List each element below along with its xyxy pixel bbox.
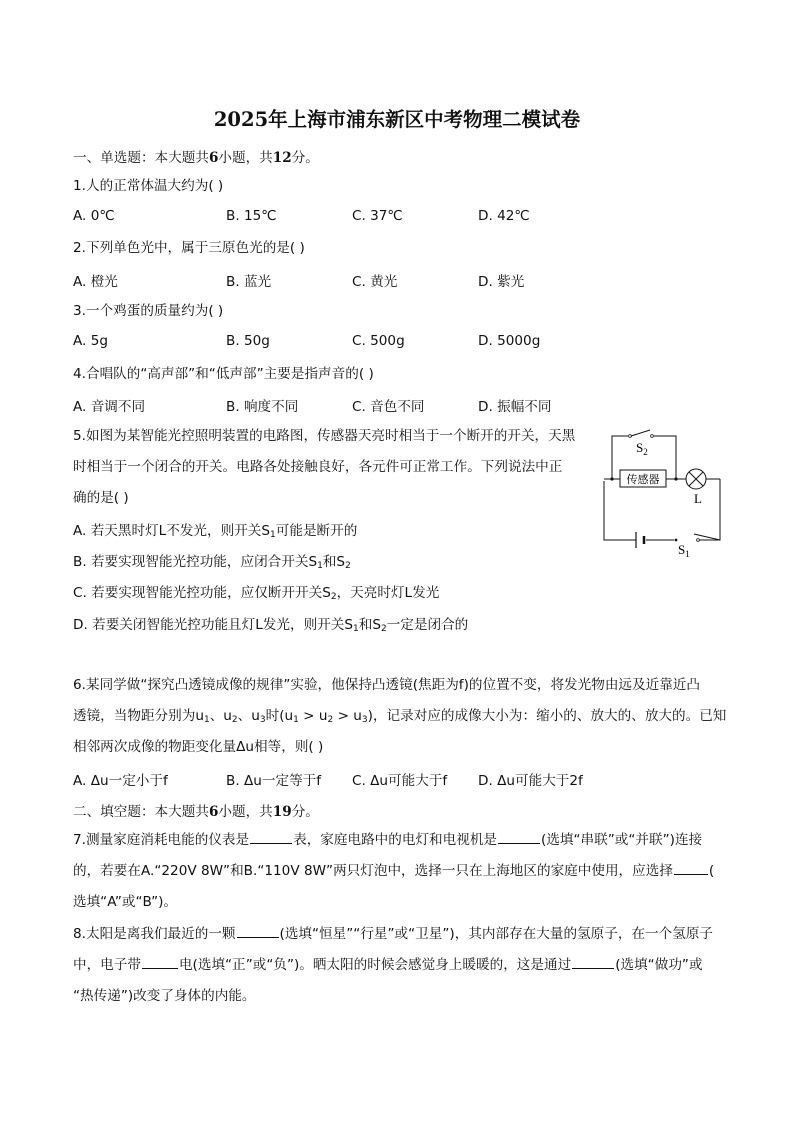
- subscript: 1: [317, 561, 323, 571]
- text: (: [708, 863, 715, 879]
- section-score: 19: [272, 804, 292, 820]
- q5-option-a: [73, 519, 357, 540]
- q5-option-b: [73, 550, 351, 571]
- question-4-stem: 4.合唱队的“高声部”和“低声部”主要是指声音的( ): [73, 366, 374, 382]
- section-mid: 小题，共: [218, 150, 273, 166]
- text: D. 若要关闭智能光控功能且灯L发光，则开关S: [73, 617, 353, 633]
- answer-blank[interactable]: [674, 861, 708, 875]
- circuit-diagram: [598, 426, 728, 562]
- q1-option-b: B. 15℃: [226, 208, 277, 224]
- question-5-line-2: 时相当于一个闭合的开关。电路各处接触良好，各元件可正常工作。下列说法中正: [73, 459, 563, 475]
- page-title: 2025年上海市浦东新区中考物理二模试卷: [213, 108, 581, 131]
- text: > u: [333, 708, 362, 724]
- q2-option-b: B. 蓝光: [226, 274, 272, 290]
- q2-option-a: A. 橙光: [73, 274, 118, 290]
- section-prefix: 一、单选题：本大题共: [73, 150, 209, 166]
- question-count: 6: [208, 804, 219, 820]
- text: (选填“做功”或: [615, 957, 703, 973]
- section-score: 12: [272, 150, 292, 166]
- switch-s2-contact-left: [629, 435, 632, 438]
- q4-option-a: A. 音调不同: [73, 399, 146, 415]
- q1-option-c: C. 37℃: [352, 208, 403, 224]
- sensor-label: 传感器: [626, 473, 660, 486]
- text: ，天亮时灯L发光: [336, 585, 440, 601]
- section-prefix: 二、填空题：本大题共: [73, 804, 209, 820]
- s1-subscript: 1: [685, 549, 690, 559]
- q6-option-a: A. Δu一定小于f: [73, 773, 168, 789]
- question-6-line-1: 6.某同学做“探究凸透镜成像的规律”实验，他保持凸透镜(焦距为f)的位置不变，将发光物由远及近靠近凸: [73, 677, 700, 693]
- question-7-line-3: 选填“A”或“B”)。: [73, 894, 178, 910]
- question-6-line-3: 相邻两次成像的物距变化量Δu相等，则( ): [73, 739, 324, 755]
- switch-s1-contact-right: [697, 539, 700, 542]
- subscript: 2: [380, 624, 387, 634]
- q2-option-c: C. 黄光: [352, 274, 398, 290]
- question-3-stem: 3.一个鸡蛋的质量约为( ): [73, 303, 224, 319]
- s1-letter: S: [678, 542, 686, 557]
- subscript: 2: [231, 715, 238, 725]
- question-5-line-3: 确的是( ): [73, 490, 129, 506]
- text: 一定是闭合的: [386, 617, 469, 633]
- q3-option-b: B. 50g: [226, 333, 270, 349]
- question-7-line-2: [73, 861, 714, 881]
- text: 可能是断开的: [275, 523, 358, 539]
- text: 和S: [358, 617, 381, 633]
- junction-dot: [610, 477, 613, 480]
- text: C. 若要实现智能光控功能，应仅断开开关S: [73, 585, 331, 601]
- text: 透镜，当物距分别为u: [73, 708, 204, 724]
- subscript: 1: [293, 715, 299, 725]
- subscript: 3: [361, 715, 368, 725]
- section-mid: 小题，共: [218, 804, 273, 820]
- text: 、u: [209, 708, 232, 724]
- answer-blank[interactable]: [498, 830, 540, 844]
- subscript: 3: [259, 715, 266, 725]
- subscript: 1: [270, 530, 276, 540]
- q4-option-d: D. 振幅不同: [478, 399, 552, 415]
- text: 、u: [237, 708, 260, 724]
- switch-s2-blade: [631, 430, 650, 436]
- s1-label: [678, 542, 690, 559]
- q5-option-c: [73, 581, 439, 602]
- q2-option-d: D. 紫光: [478, 274, 525, 290]
- question-1-stem: 1.人的正常体温大约为( ): [73, 178, 224, 194]
- q6-option-b: B. Δu一定等于f: [226, 773, 322, 789]
- subscript: 2: [345, 561, 351, 571]
- q3-option-a: A. 5g: [73, 333, 108, 349]
- q4-option-c: C. 音色不同: [352, 399, 425, 415]
- text: A. 若天黑时灯L不发光，则开关S: [73, 523, 271, 539]
- text: (选填“串联”或“并联”)连接: [541, 832, 703, 848]
- answer-blank[interactable]: [572, 955, 614, 969]
- subscript: 1: [203, 715, 210, 725]
- text: 的，若要在A.“220V 8W”和B.“110V 8W”两只灯泡中，选择一只在上海地区的家庭中使用，应选择: [73, 863, 673, 879]
- s2-label: [636, 440, 648, 457]
- text: 和S: [322, 554, 346, 570]
- q6-option-d: D. Δu可能大于2f: [478, 773, 583, 789]
- q5-option-d: [73, 613, 468, 634]
- q4-option-b: B. 响度不同: [226, 399, 299, 415]
- answer-blank[interactable]: [250, 830, 292, 844]
- switch-s2-contact-right: [651, 435, 654, 438]
- lamp-label: L: [694, 491, 702, 506]
- answer-blank[interactable]: [142, 955, 178, 969]
- s2-subscript: 2: [643, 447, 648, 457]
- section-suffix: 分。: [291, 804, 319, 820]
- subscript: 2: [330, 592, 337, 602]
- q1-option-a: A. 0℃: [73, 208, 115, 224]
- question-2-stem: 2.下列单色光中，属于三原色光的是( ): [73, 240, 305, 256]
- wire-bottom-right: [698, 479, 720, 540]
- junction-dot: [674, 477, 677, 480]
- q6-option-c: C. Δu可能大于f: [352, 773, 448, 789]
- wire-left-bottom: [604, 481, 636, 540]
- text: 8.太阳是离我们最近的一颗: [73, 926, 236, 942]
- question-6-line-2: [73, 706, 726, 730]
- question-5-line-1: 5.如图为某智能光控照明装置的电路图，传感器天亮时相当于一个断开的开关，天黑: [73, 428, 576, 444]
- text: 电(选填“正”或“负”)。晒太阳的时候会感觉身上暖暖的，这是通过: [178, 957, 572, 973]
- s2-letter: S: [636, 440, 644, 455]
- question-7-line-1: [73, 830, 702, 850]
- section-heading-2: [73, 800, 319, 820]
- text: 7.测量家庭消耗电能的仪表是: [73, 832, 250, 848]
- section-suffix: 分。: [291, 150, 319, 166]
- text: 中，电子带: [73, 957, 141, 973]
- subscript: 2: [327, 715, 334, 725]
- section-heading-1: [73, 146, 319, 166]
- question-8-line-2: [73, 955, 703, 975]
- question-8-line-1: [73, 924, 713, 944]
- subscript: 1: [353, 624, 359, 634]
- text: )，记录对应的成像大小为：缩小的、放大的、放大的。已知: [367, 708, 727, 724]
- answer-blank[interactable]: [237, 924, 279, 938]
- question-count: 6: [208, 150, 219, 166]
- text: 时(u: [265, 708, 294, 724]
- text: B. 若要实现智能光控功能，应闭合开关S: [73, 554, 318, 570]
- text: (选填“恒星”“行星”或“卫星”)，其内部存在大量的氢原子，在一个氢原子: [279, 926, 714, 942]
- q3-option-d: D. 5000g: [478, 333, 541, 349]
- question-8-line-3: “热传递”)改变了身体的内能。: [73, 988, 256, 1004]
- text: > u: [298, 708, 328, 724]
- text: 表，家庭电路中的电灯和电视机是: [293, 832, 498, 848]
- q1-option-d: D. 42℃: [478, 208, 530, 224]
- q3-option-c: C. 500g: [352, 333, 405, 349]
- switch-s1-contact-left: [675, 539, 678, 542]
